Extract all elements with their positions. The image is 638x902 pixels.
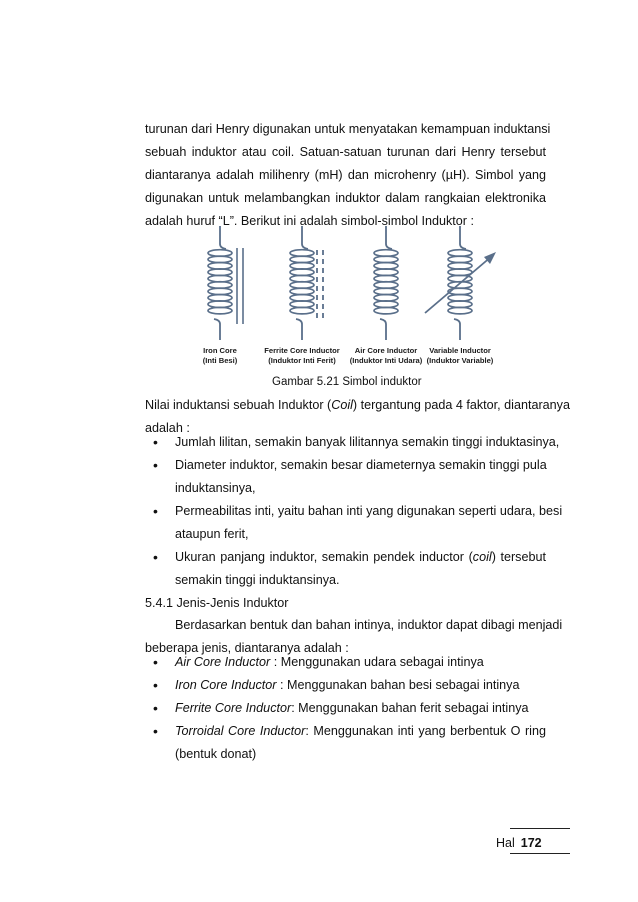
- bullet-icon: •: [153, 549, 158, 565]
- bullet-icon: •: [153, 503, 158, 519]
- list-item-text: semakin tinggi induktansinya.: [175, 573, 340, 587]
- text-run: Nilai induktansi sebuah Induktor (: [145, 398, 332, 412]
- bullet-icon: •: [153, 700, 158, 716]
- list-item: [145, 720, 546, 766]
- footer-rule-bottom: [510, 853, 570, 854]
- text-run: ) tersebut: [491, 550, 546, 564]
- italic-term: Coil: [331, 398, 353, 412]
- paragraph-line: digunakan untuk melambangkan induktor dalam rangkaian elektronika: [145, 191, 546, 205]
- list-item: [145, 651, 546, 674]
- italic-term: Torroidal Core Inductor: [175, 724, 306, 738]
- bullet-icon: •: [153, 457, 158, 473]
- paragraph-line: adalah huruf “L”. Berikut ini adalah simbol-simbol Induktor :: [145, 214, 474, 228]
- italic-term: Ferrite Core Inductor: [175, 701, 292, 715]
- coil-stroke: [214, 319, 220, 340]
- figure-caption: Gambar 5.21 Simbol induktor: [272, 376, 422, 388]
- factors-list: [145, 431, 563, 592]
- page-number: 172: [520, 836, 542, 850]
- label-ferrite-core-sub: (Induktor Inti Ferit): [268, 356, 336, 365]
- list-item-text: [175, 651, 546, 674]
- label-iron-core-sub: (Inti Besi): [202, 356, 238, 365]
- text-run: ) tergantung pada 4 faktor, diantaranya: [352, 398, 570, 412]
- paragraph-line: sebuah induktor atau coil. Satuan-satuan turunan dari Henry tersebut: [145, 145, 546, 159]
- coil-stroke: [302, 226, 308, 249]
- label-air-core: Air Core Inductor: [354, 346, 418, 355]
- paragraph-line: Berdasarkan bentuk dan bahan intinya, induktor dapat dibagi menjadi: [175, 618, 563, 632]
- list-item-text: [175, 697, 546, 720]
- intro-paragraph: [145, 118, 551, 233]
- page-footer: [496, 836, 542, 850]
- text-run: : Menggunakan inti yang berbentuk O ring: [305, 724, 546, 738]
- list-item: [145, 431, 560, 454]
- paragraph-line: turunan dari Henry digunakan untuk menyatakan kemampuan induktansi: [145, 122, 551, 136]
- text-run: : Menggunakan bahan besi sebagai intinya: [276, 678, 520, 692]
- list-item-text: [175, 546, 546, 569]
- list-item-text: [175, 720, 546, 743]
- label-ferrite-core: Ferrite Core Inductor: [264, 346, 340, 355]
- coil-stroke: [220, 226, 226, 249]
- list-item-text: ataupun ferit,: [175, 527, 249, 541]
- paragraph-line: [145, 394, 570, 417]
- list-item-text: Jumlah lilitan, semakin banyak lilitannya semakin tinggi induktasinya,: [175, 435, 560, 449]
- list-item: [145, 697, 546, 720]
- bullet-icon: •: [153, 654, 158, 670]
- coil-stroke: [460, 226, 466, 249]
- label-iron-core: Iron Core: [203, 346, 237, 355]
- list-item: [145, 500, 563, 546]
- bullet-icon: •: [153, 434, 158, 450]
- coil-group: [208, 226, 472, 340]
- coil-stroke: [380, 319, 386, 340]
- iron-core-lines: [237, 248, 243, 324]
- ferrite-core-lines: [317, 250, 323, 318]
- figure-labels: [203, 346, 494, 365]
- list-item-text: [175, 674, 546, 697]
- bullet-icon: •: [153, 677, 158, 693]
- list-item-text: Diameter induktor, semakin besar diameternya semakin tinggi pula: [175, 458, 547, 472]
- list-item: [145, 454, 546, 500]
- list-item-text: (bentuk donat): [175, 747, 257, 761]
- section-heading: 5.4.1 Jenis-Jenis Induktor: [145, 596, 289, 610]
- label-variable-sub: (Induktor Variable): [426, 356, 494, 365]
- footer-rule-top: [510, 828, 570, 829]
- page-label: Hal: [496, 836, 515, 850]
- bullet-icon: •: [153, 723, 158, 739]
- list-item-text: Permeabilitas inti, yaitu bahan inti yang digunakan seperti udara, besi: [175, 504, 563, 518]
- text-run: Ukuran panjang induktor, semakin pendek inductor (: [175, 550, 473, 564]
- list-item-text: induktansinya,: [175, 481, 256, 495]
- types-list: [145, 651, 546, 766]
- air-core-coil: [374, 226, 398, 340]
- paragraph-line: beberapa jenis, diantaranya adalah :: [145, 641, 349, 655]
- iron-core-coil: [208, 226, 232, 340]
- text-run: : Menggunakan bahan ferit sebagai intinya: [291, 701, 529, 715]
- inductor-symbols-figure: [180, 218, 510, 378]
- italic-term: Iron Core Inductor: [175, 678, 277, 692]
- label-variable: Variable Inductor: [429, 346, 491, 355]
- variable-arrow: [425, 252, 496, 313]
- text-run: : Menggunakan udara sebagai intinya: [270, 655, 484, 669]
- coil-stroke: [386, 226, 392, 249]
- list-item: [145, 674, 546, 697]
- coil-stroke: [454, 319, 460, 340]
- label-air-core-sub: (Induktor Inti Udara): [349, 356, 423, 365]
- italic-term: Air Core Inductor: [175, 655, 271, 669]
- list-item: [145, 546, 546, 592]
- paragraph-line: diantaranya adalah milihenry (mH) dan microhenry (µH). Simbol yang: [145, 168, 546, 182]
- ferrite-core-coil: [290, 226, 314, 340]
- italic-term: coil: [472, 550, 492, 564]
- paragraph-line: adalah :: [145, 421, 190, 435]
- coil-stroke: [296, 319, 302, 340]
